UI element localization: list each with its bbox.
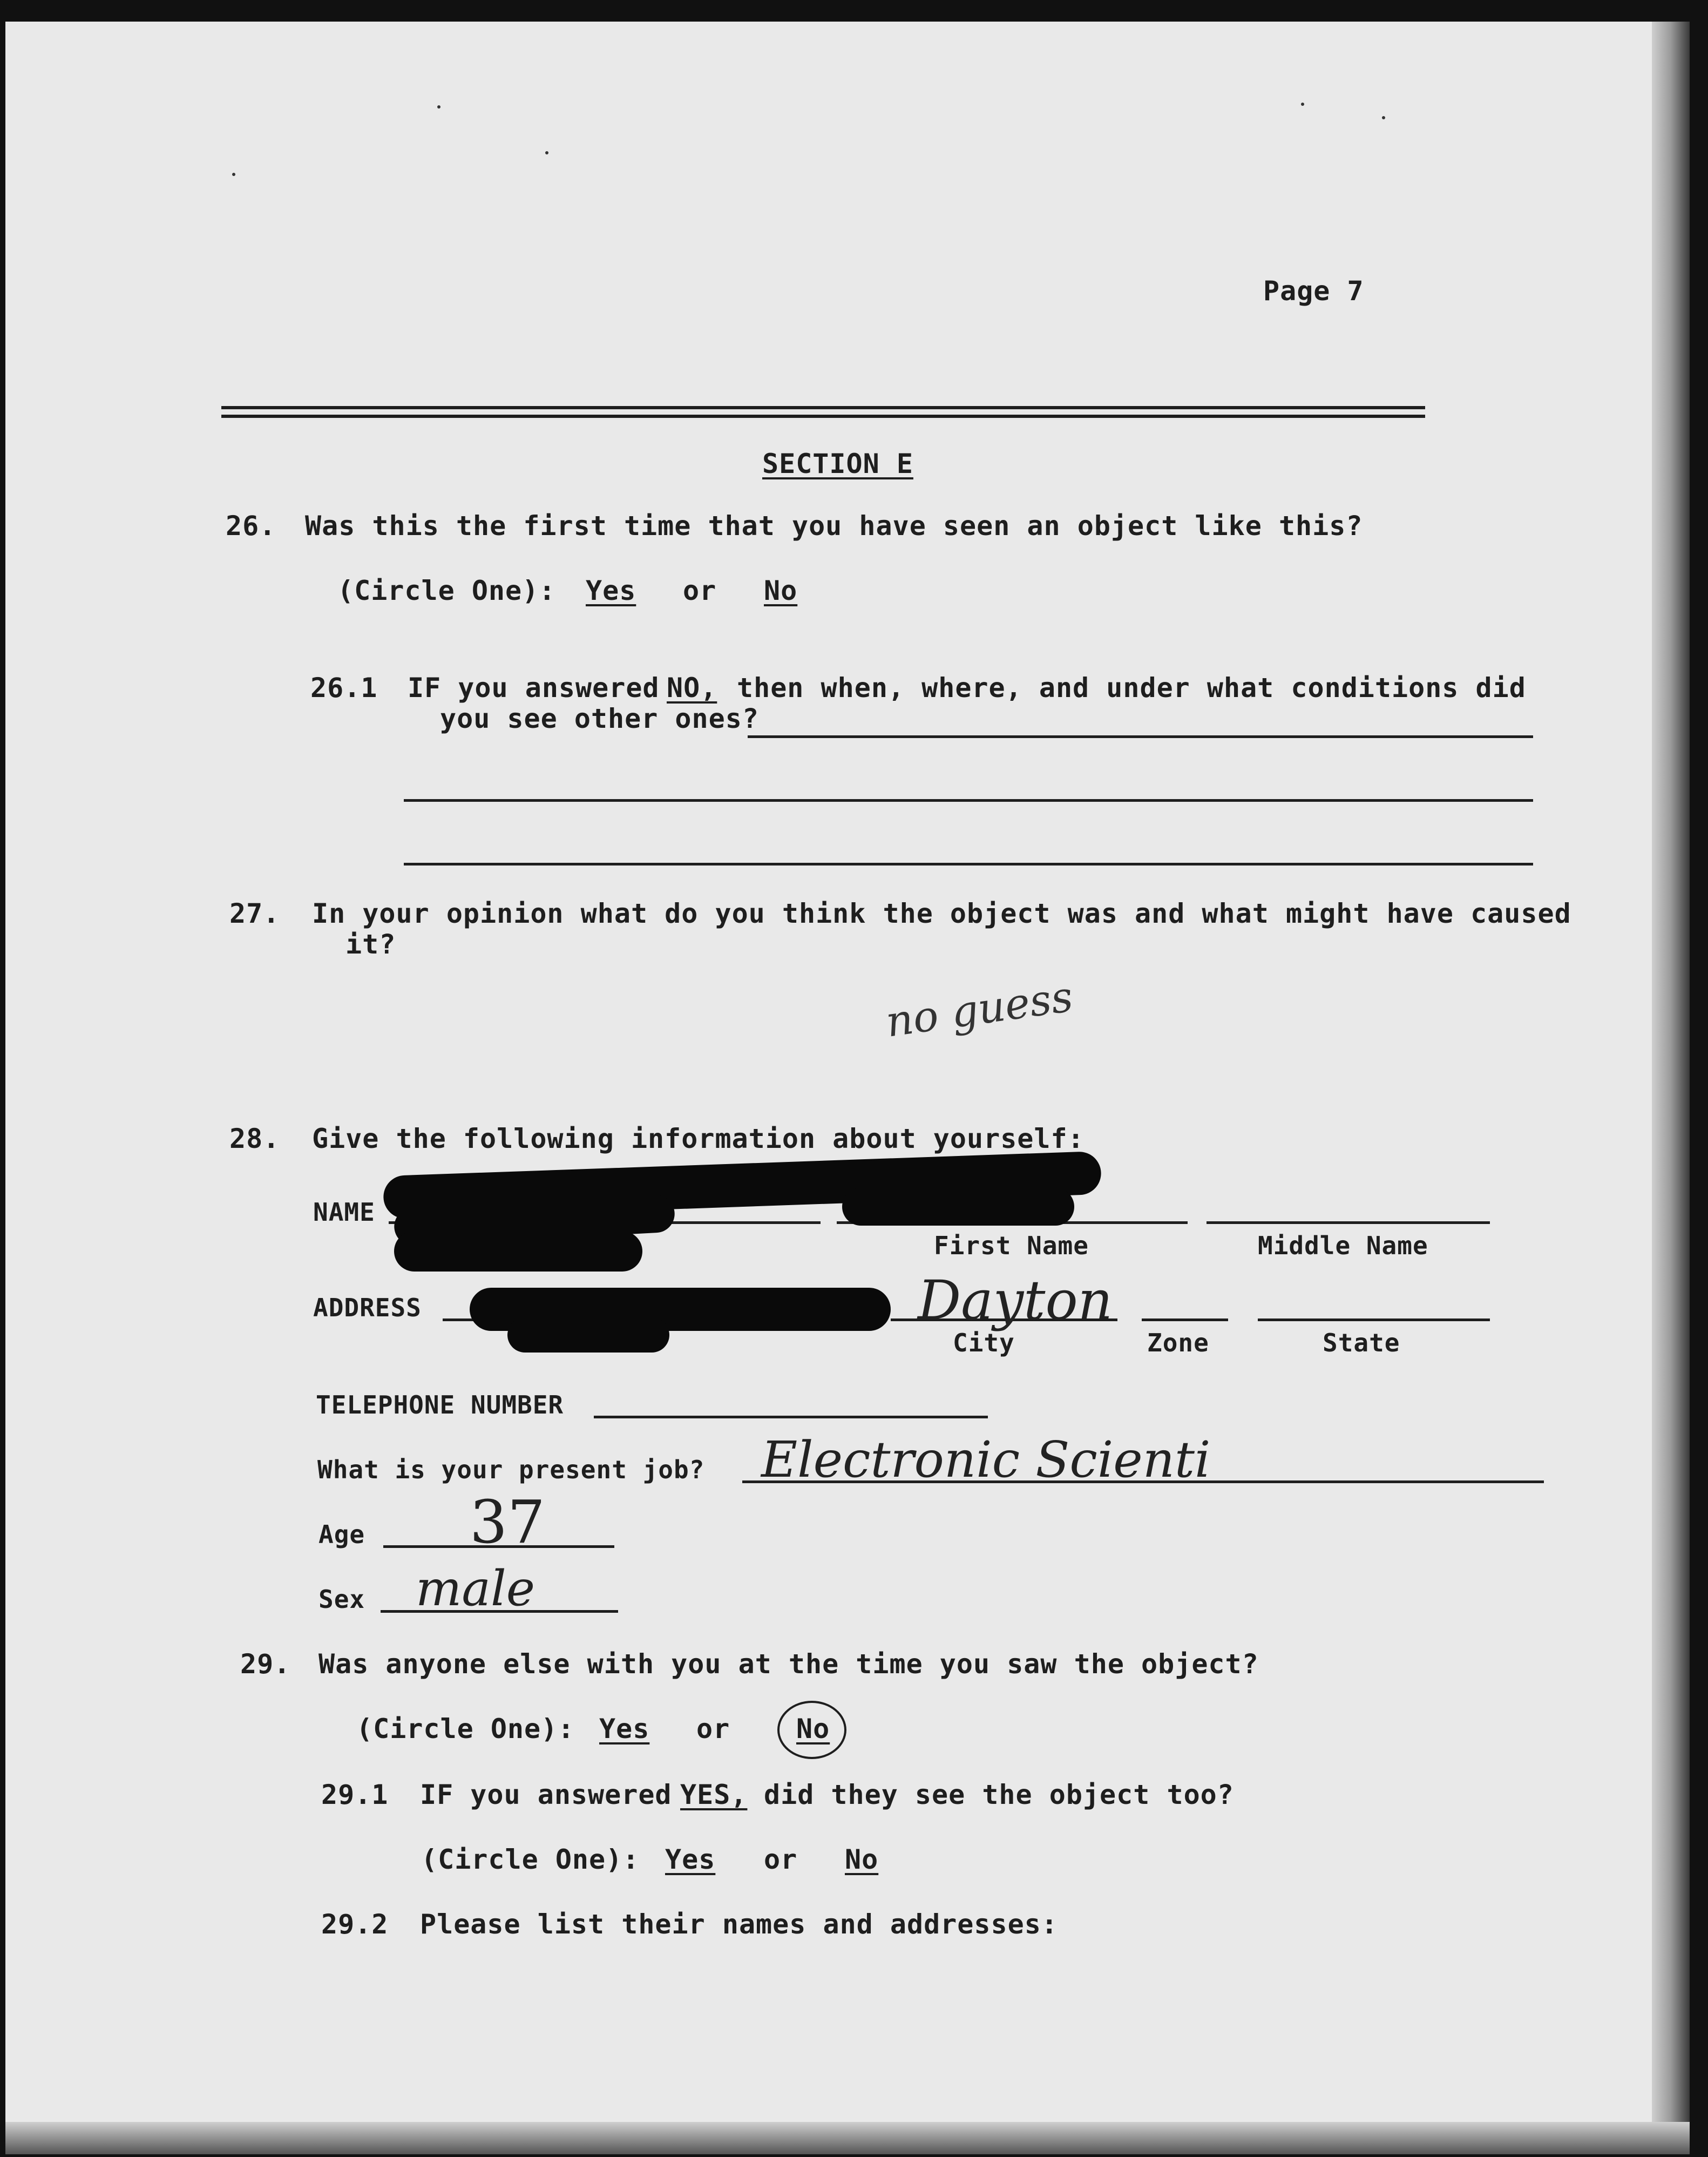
telephone-line[interactable] (594, 1416, 988, 1418)
state-caption: State (1323, 1328, 1400, 1357)
q29-1-yes-option[interactable]: Yes (665, 1844, 716, 1875)
age-handwritten: 37 (470, 1487, 545, 1557)
q26-1-answer-line-2[interactable] (404, 799, 1533, 802)
q29-1-no-option[interactable]: No (845, 1844, 879, 1875)
job-handwritten: Electronic Scienti (761, 1431, 1211, 1489)
q29-text: Was anyone else with you at the time you saw the object? (318, 1648, 1259, 1680)
redaction-street-2 (507, 1317, 669, 1353)
q26-1-answer-line-3[interactable] (404, 863, 1533, 865)
q26-no-option[interactable]: No (764, 575, 798, 606)
q28-number: 28. (229, 1123, 280, 1154)
q29-number: 29. (240, 1648, 291, 1680)
name-label: NAME (313, 1198, 375, 1227)
page-shadow-bottom (5, 2122, 1690, 2154)
q29-yes-option[interactable]: Yes (599, 1713, 650, 1744)
q26-number: 26. (226, 510, 276, 542)
job-label: What is your present job? (317, 1455, 705, 1484)
header-rule-top (221, 406, 1425, 409)
scan-speck (545, 151, 548, 154)
q29-1-number: 29.1 (321, 1779, 389, 1810)
sex-label: Sex (318, 1585, 365, 1614)
redaction-first-name (842, 1188, 1074, 1226)
q29-1-or: or (764, 1844, 798, 1875)
page-number: Page 7 (1263, 275, 1364, 307)
address-label: ADDRESS (313, 1293, 422, 1322)
q27-text-b: it? (345, 929, 396, 960)
q29-no-option[interactable]: No (796, 1713, 830, 1744)
scan-speck (1382, 116, 1385, 119)
q26-1-number: 26.1 (310, 672, 378, 704)
scan-speck (1301, 103, 1304, 106)
city-handwritten: Dayton (918, 1269, 1113, 1332)
telephone-label: TELEPHONE NUMBER (316, 1390, 564, 1419)
q26-1-text-c: you see other ones? (440, 703, 759, 734)
middle-name-caption: Middle Name (1258, 1231, 1428, 1260)
city-caption: City (953, 1328, 1015, 1357)
form-page (5, 22, 1690, 2154)
first-name-caption: First Name (934, 1231, 1089, 1260)
q29-2-number: 29.2 (321, 1909, 389, 1940)
q27-handwritten-answer: no guess (883, 972, 1076, 1047)
redaction-last-name-caption (394, 1231, 642, 1272)
q29-1-text-b: did they see the object too? (764, 1779, 1234, 1810)
q26-1-text-no: NO, (667, 672, 717, 704)
q26-1-text-b: then when, where, and under what conditions did (737, 672, 1526, 704)
header-rule-bottom (221, 415, 1425, 418)
q26-yes-option[interactable]: Yes (586, 575, 636, 606)
q26-1-text-a: IF you answered (408, 672, 660, 704)
q29-1-text-yes: YES, (680, 1779, 748, 1810)
q28-text: Give the following information about yourself: (312, 1123, 1085, 1154)
state-line[interactable] (1258, 1318, 1490, 1321)
section-title: SECTION E (762, 448, 913, 479)
q29-or: or (696, 1713, 730, 1744)
q26-text: Was this the first time that you have seen an object like this? (305, 510, 1363, 542)
q26-or: or (683, 575, 717, 606)
age-label: Age (318, 1520, 365, 1549)
q29-2-text: Please list their names and addresses: (420, 1909, 1058, 1940)
q29-answer-circle (777, 1701, 846, 1759)
middle-name-line[interactable] (1207, 1221, 1490, 1224)
q29-1-circle-prompt: (Circle One): (421, 1844, 640, 1875)
sex-handwritten: male (416, 1560, 536, 1617)
zone-line[interactable] (1142, 1318, 1228, 1321)
q26-1-answer-line-1[interactable] (748, 735, 1533, 738)
zone-caption: Zone (1147, 1328, 1209, 1357)
scan-speck (232, 173, 235, 176)
q29-1-text-a: IF you answered (420, 1779, 672, 1810)
q27-number: 27. (229, 898, 280, 929)
q27-text-a: In your opinion what do you think the object was and what might have caused (312, 898, 1571, 929)
scan-speck (437, 105, 440, 109)
q26-circle-prompt: (Circle One): (337, 575, 556, 606)
page-shadow-right (1652, 22, 1690, 2154)
q29-circle-prompt: (Circle One): (356, 1713, 575, 1744)
